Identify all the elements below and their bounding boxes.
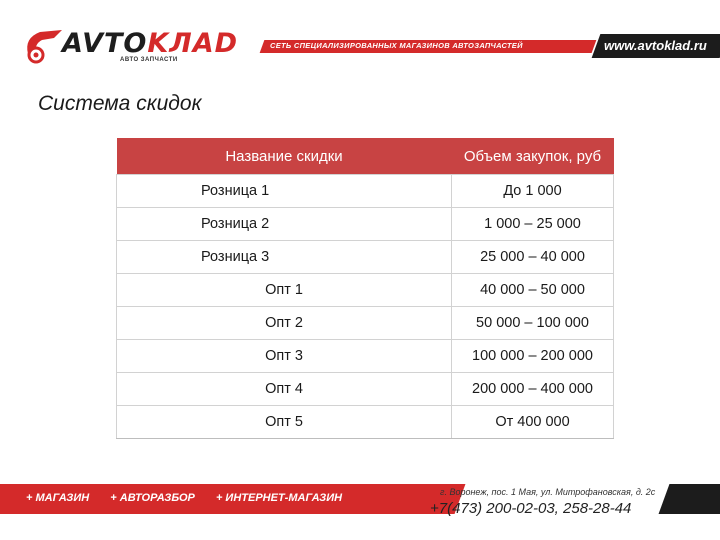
purchase-volume: 40 000 – 50 000 bbox=[452, 274, 614, 307]
footer-nav-online-shop[interactable]: + ИНТЕРНЕТ-МАГАЗИН bbox=[215, 492, 343, 504]
discount-name: Розница 3 bbox=[117, 241, 452, 274]
footer-nav-dismantling[interactable]: + АВТОРАЗБОР bbox=[110, 492, 195, 504]
purchase-volume: 200 000 – 400 000 bbox=[452, 373, 614, 406]
table-row bbox=[117, 175, 614, 208]
table-row bbox=[117, 274, 614, 307]
purchase-volume: 100 000 – 200 000 bbox=[452, 340, 614, 373]
logo-subtitle: АВТО ЗАПЧАСТИ bbox=[120, 57, 178, 63]
table-row bbox=[117, 340, 614, 373]
table-row bbox=[117, 241, 614, 274]
discount-name: Опт 4 bbox=[117, 373, 452, 406]
table-row bbox=[117, 307, 614, 340]
table-row bbox=[117, 373, 614, 406]
logo-text-black: AVTO bbox=[62, 28, 148, 59]
column-header-volume: Объем закупок, руб bbox=[452, 138, 614, 175]
discount-name: Опт 5 bbox=[117, 406, 452, 439]
discount-name: Розница 2 bbox=[117, 208, 452, 241]
site-url-link[interactable]: www.avtoklad.ru bbox=[604, 38, 707, 53]
discount-name: Опт 2 bbox=[117, 307, 452, 340]
discount-name: Опт 1 bbox=[117, 274, 452, 307]
column-header-name: Название скидки bbox=[117, 138, 452, 175]
logo-emblem-icon bbox=[22, 24, 66, 64]
tagline: СЕТЬ СПЕЦИАЛИЗИРОВАННЫХ МАГАЗИНОВ АВТОЗАПЧАСТЕЙ bbox=[270, 41, 523, 50]
table-header-row bbox=[117, 138, 614, 175]
purchase-volume: 50 000 – 100 000 bbox=[452, 307, 614, 340]
purchase-volume: 25 000 – 40 000 bbox=[452, 241, 614, 274]
footer-phone: +7(473) 200-02-03, 258-28-44 bbox=[430, 500, 632, 517]
discount-table bbox=[116, 138, 614, 439]
table-row bbox=[117, 208, 614, 241]
footer-nav-shop[interactable]: + МАГАЗИН bbox=[26, 492, 90, 504]
table-row bbox=[117, 406, 614, 439]
discount-name: Опт 3 bbox=[117, 340, 452, 373]
logo bbox=[22, 22, 237, 70]
page-title: Система скидок bbox=[38, 92, 202, 115]
logo-text-red: KЛAD bbox=[147, 28, 238, 59]
purchase-volume: До 1 000 bbox=[452, 175, 614, 208]
discount-name: Розница 1 bbox=[117, 175, 452, 208]
purchase-volume: От 400 000 bbox=[452, 406, 614, 439]
purchase-volume: 1 000 – 25 000 bbox=[452, 208, 614, 241]
footer-address: г. Воронеж, пос. 1 Мая, ул. Митрофановская, д. 2с bbox=[440, 487, 656, 497]
logo-text bbox=[62, 28, 238, 59]
footer-dark-accent bbox=[659, 484, 720, 514]
footer-nav bbox=[26, 492, 360, 504]
